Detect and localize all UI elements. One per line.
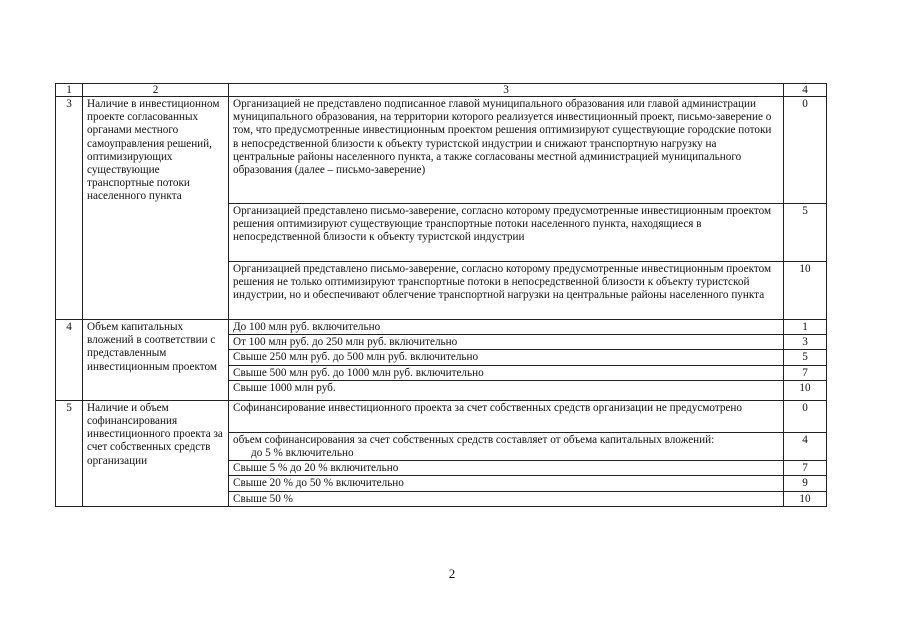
option-score: 7	[784, 365, 827, 380]
option-score: 10	[784, 491, 827, 506]
table-row	[56, 97, 827, 204]
option-score: 0	[784, 400, 827, 432]
option-score: 10	[784, 262, 827, 320]
option-text: Софинансирование инвестиционного проекта за счет собственных средств организации не предусмотрено	[229, 400, 784, 432]
option-score: 5	[784, 204, 827, 262]
criteria-table	[55, 83, 827, 507]
table-row	[56, 400, 827, 432]
option-text: объем софинансирования за счет собственных средств составляет от объема капитальных вложений:	[233, 433, 715, 446]
option-text: Свыше 50 %	[229, 491, 784, 506]
option-score: 4	[784, 432, 827, 460]
option-text: Организацией не представлено подписанное главой муниципального образования или главой администрации муниципального образования, на территории которого реализуется инвестиционный проект, письмо-заверение о том, что предусмотренные инвестиционным проектом решения оптимизируют существующие городские потоки в непосредственной близости к объекту туристской индустрии и снижают транспортную нагрузку на центральные районы населенного пункта, а также согласованы местной администрацией муниципального образования (далее – письмо-заверение)	[229, 97, 784, 204]
option-text: Свыше 1000 млн руб.	[229, 380, 784, 400]
option-score: 1	[784, 320, 827, 335]
option-cell	[229, 432, 784, 460]
header-col-4: 4	[784, 84, 827, 97]
criterion-name: Объем капитальных вложений в соответствии с представленным инвестиционным проектом	[83, 320, 229, 401]
option-text: Организацией представлено письмо-заверение, согласно которому предусмотренные инвестиционным проектом решения оптимизируют существующие транспортные потоки населенного пункта, находящиеся в непосредственной близости к объекту туристской индустрии	[229, 204, 784, 262]
criterion-name: Наличие в инвестиционном проекте согласованных органами местного самоуправления решений, оптимизирующих существующие транспортные потоки населенного пункта	[83, 97, 229, 320]
header-row	[56, 84, 827, 97]
option-score: 7	[784, 461, 827, 476]
criterion-number: 5	[56, 400, 83, 506]
option-text: Свыше 20 % до 50 % включительно	[229, 476, 784, 491]
option-score: 0	[784, 97, 827, 204]
option-score: 5	[784, 350, 827, 365]
option-text: Свыше 5 % до 20 % включительно	[229, 461, 784, 476]
option-score: 3	[784, 335, 827, 350]
option-text: От 100 млн руб. до 250 млн руб. включительно	[229, 335, 784, 350]
header-col-1: 1	[56, 84, 83, 97]
page-number: 2	[448, 566, 456, 581]
option-text: Организацией представлено письмо-заверение, согласно которому предусмотренные инвестиционным проектом решения не только оптимизируют транспортные потоки в непосредственной близости к объекту туристской индустрии, но и обеспечивают облегчение транспортной нагрузки на центральные районы населенного пункта	[229, 262, 784, 320]
header-col-2: 2	[83, 84, 229, 97]
option-text: До 100 млн руб. включительно	[229, 320, 784, 335]
criterion-number: 4	[56, 320, 83, 401]
option-text: Свыше 500 млн руб. до 1000 млн руб. включительно	[229, 365, 784, 380]
option-subtext: до 5 % включительно	[251, 447, 354, 460]
option-text: Свыше 250 млн руб. до 500 млн руб. включительно	[229, 350, 784, 365]
header-col-3: 3	[229, 84, 784, 97]
criterion-name: Наличие и объем софинансирования инвестиционного проекта за счет собственных средств организации	[83, 400, 229, 506]
option-score: 9	[784, 476, 827, 491]
table-row	[56, 320, 827, 335]
option-score: 10	[784, 380, 827, 400]
criterion-number: 3	[56, 97, 83, 320]
